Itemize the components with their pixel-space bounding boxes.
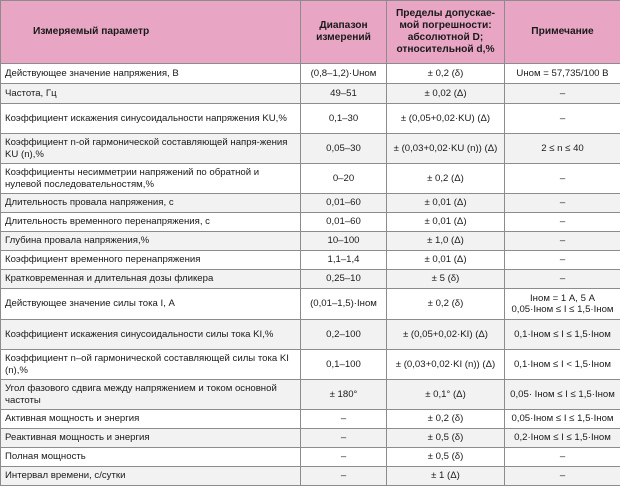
range-cell: 0,05–30 xyxy=(301,134,387,164)
param-cell: Длительность временного перенапряжения, с xyxy=(1,213,301,232)
param-cell: Глубина провала напряжения,% xyxy=(1,232,301,251)
range-cell: 0,01–60 xyxy=(301,194,387,213)
table-row xyxy=(1,289,620,320)
table-row xyxy=(1,194,620,213)
note-line: 0,05·Iном ≤ I ≤ 1,5·Iном xyxy=(511,304,614,315)
param-cell: Коэффициент временного перенапряжения xyxy=(1,251,301,270)
table-row xyxy=(1,84,620,104)
error-cell: ± 0,5 (δ) xyxy=(387,429,505,448)
range-cell: 1,1–1,4 xyxy=(301,251,387,270)
error-cell: ± 0,2 (δ) xyxy=(387,64,505,84)
note-cell: – xyxy=(505,467,620,486)
note-cell: 2 ≤ n ≤ 40 xyxy=(505,134,620,164)
table-row xyxy=(1,134,620,164)
table-row xyxy=(1,429,620,448)
error-cell: ± 1,0 (Δ) xyxy=(387,232,505,251)
error-cell: ± 0,5 (δ) xyxy=(387,448,505,467)
header-error: Пределы допускае-мой погрешности: абсолютной D; относительной d,% xyxy=(387,1,505,64)
range-cell: 0,01–60 xyxy=(301,213,387,232)
note-cell: – xyxy=(505,270,620,289)
error-cell: ± (0,03+0,02·KI (n)) (Δ) xyxy=(387,350,505,380)
note-cell: 0,1·Iном ≤ I ≤ 1,5·Iном xyxy=(505,320,620,350)
table-row xyxy=(1,251,620,270)
table-row xyxy=(1,350,620,380)
error-cell: ± 0,1° (Δ) xyxy=(387,380,505,410)
range-cell: 0,1–100 xyxy=(301,350,387,380)
param-cell: Полная мощность xyxy=(1,448,301,467)
table-row xyxy=(1,448,620,467)
error-cell: ± (0,05+0,02·KI) (Δ) xyxy=(387,320,505,350)
range-cell: 0,2–100 xyxy=(301,320,387,350)
param-cell: Коэффициент искажения синусоидальности силы тока KI,% xyxy=(1,320,301,350)
table-row xyxy=(1,410,620,429)
param-cell: Действующее значение силы тока I, А xyxy=(1,289,301,320)
note-cell: 0,1·Iном ≤ I < 1,5·Iном xyxy=(505,350,620,380)
range-cell: 0–20 xyxy=(301,164,387,194)
param-cell: Реактивная мощность и энергия xyxy=(1,429,301,448)
note-cell: – xyxy=(505,448,620,467)
note-cell: – xyxy=(505,232,620,251)
error-cell: ± 0,02 (Δ) xyxy=(387,84,505,104)
header-note: Примечание xyxy=(505,1,620,64)
table-row xyxy=(1,213,620,232)
note-cell: – xyxy=(505,194,620,213)
param-cell: Коэффициент n–ой гармонической составляющей силы тока KI (n),% xyxy=(1,350,301,380)
param-cell: Угол фазового сдвига между напряжением и током основной частоты xyxy=(1,380,301,410)
error-cell: ± 5 (δ) xyxy=(387,270,505,289)
note-cell: – xyxy=(505,251,620,270)
note-cell: 0,05· Iном ≤ I ≤ 1,5·Iном xyxy=(505,380,620,410)
error-cell: ± 0,01 (Δ) xyxy=(387,194,505,213)
range-cell: ± 180° xyxy=(301,380,387,410)
error-cell: ± 0,01 (Δ) xyxy=(387,213,505,232)
range-cell: (0,8–1,2)·Uном xyxy=(301,64,387,84)
param-cell: Коэффициенты несимметрии напряжений по обратной и нулевой последовательностям,% xyxy=(1,164,301,194)
param-cell: Кратковременная и длительная дозы фликера xyxy=(1,270,301,289)
table-row xyxy=(1,232,620,251)
note-cell: – xyxy=(505,164,620,194)
error-cell: ± 0,2 (Δ) xyxy=(387,164,505,194)
table-row xyxy=(1,270,620,289)
error-cell: ± 0,2 (δ) xyxy=(387,289,505,320)
param-cell: Длительность провала напряжения, с xyxy=(1,194,301,213)
range-cell: 10–100 xyxy=(301,232,387,251)
table-row xyxy=(1,104,620,134)
param-cell: Активная мощность и энергия xyxy=(1,410,301,429)
table-row xyxy=(1,467,620,486)
note-cell: – xyxy=(505,84,620,104)
range-cell: – xyxy=(301,410,387,429)
range-cell: 0,25–10 xyxy=(301,270,387,289)
note-cell: – xyxy=(505,213,620,232)
range-cell: – xyxy=(301,429,387,448)
param-cell: Коэффициент n-ой гармонической составляющей напря-жения KU (n),% xyxy=(1,134,301,164)
note-cell: 0,05·Iном ≤ I ≤ 1,5·Iном xyxy=(505,410,620,429)
param-cell: Коэффициент искажения синусоидальности напряжения KU,% xyxy=(1,104,301,134)
range-cell: 49–51 xyxy=(301,84,387,104)
error-cell: ± 0,2 (δ) xyxy=(387,410,505,429)
note-cell: Uном = 57,735/100 В xyxy=(505,64,620,84)
error-cell: ± 1 (Δ) xyxy=(387,467,505,486)
error-cell: ± (0,03+0,02·KU (n)) (Δ) xyxy=(387,134,505,164)
table-row xyxy=(1,164,620,194)
table-row xyxy=(1,64,620,84)
note-cell: – xyxy=(505,104,620,134)
param-cell: Частота, Гц xyxy=(1,84,301,104)
header-row xyxy=(1,1,620,64)
note-cell: 0,2·Iном ≤ I ≤ 1,5·Iном xyxy=(505,429,620,448)
range-cell: 0,1–30 xyxy=(301,104,387,134)
param-cell: Интервал времени, с/сутки xyxy=(1,467,301,486)
table-row xyxy=(1,380,620,410)
note-line: Iном = 1 А, 5 А xyxy=(530,292,595,304)
header-param: Измеряемый параметр xyxy=(1,1,301,64)
range-cell: (0,01–1,5)·Iном xyxy=(301,289,387,320)
error-cell: ± 0,01 (Δ) xyxy=(387,251,505,270)
header-range: Диапазон измерений xyxy=(301,1,387,64)
range-cell: – xyxy=(301,448,387,467)
error-cell: ± (0,05+0,02·KU) (Δ) xyxy=(387,104,505,134)
note-cell xyxy=(505,289,620,320)
param-cell: Действующее значение напряжения, В xyxy=(1,64,301,84)
range-cell: – xyxy=(301,467,387,486)
table-row xyxy=(1,320,620,350)
